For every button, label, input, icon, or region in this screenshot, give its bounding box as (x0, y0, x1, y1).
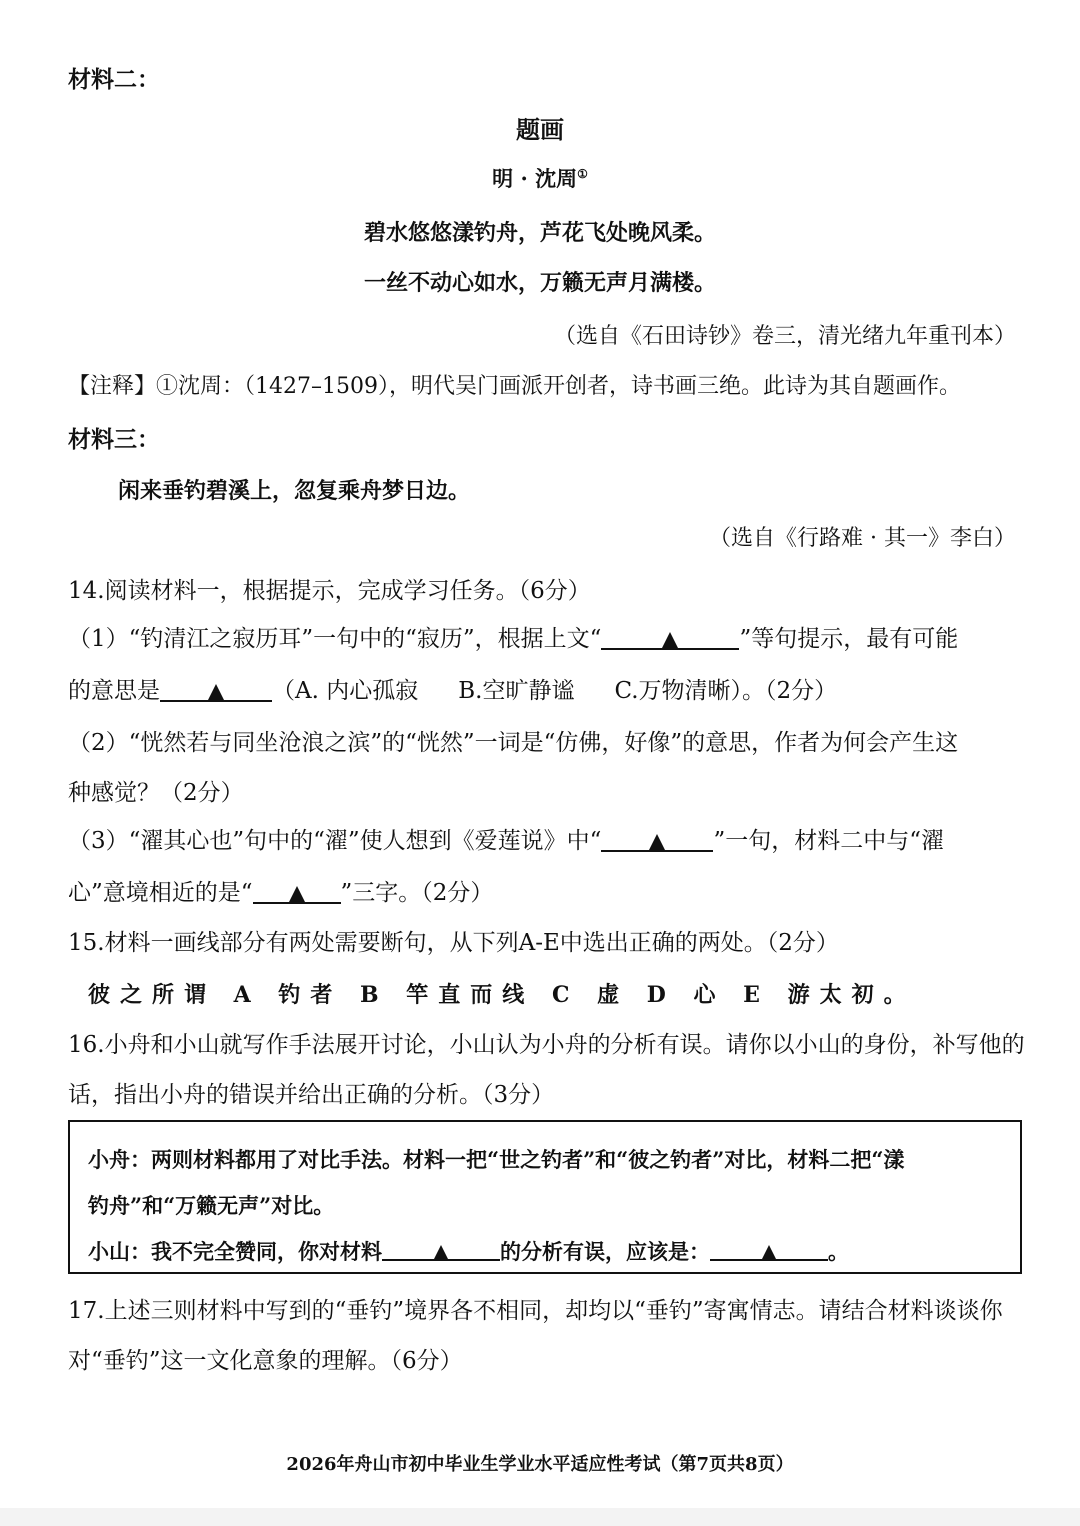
dialogue-xiaoshan-text-b: 的分析有误，应该是： (500, 1239, 710, 1264)
q15-sentence: 彼之所谓 A 钓者 B 竿直而线 C 虚 D 心 E 游太初。 (88, 982, 916, 1008)
q14-stem: 14.阅读材料一，根据提示，完成学习任务。（6分） (68, 578, 591, 604)
q17-stem-line2: 对“垂钓”这一文化意象的理解。（6分） (68, 1348, 463, 1374)
q14-part2-line2: 种感觉？（2分） (68, 780, 244, 806)
poem-author (0, 168, 1080, 189)
q15-stem: 15.材料一画线部分有两处需要断句，从下列A-E中选出正确的两处。（2分） (68, 930, 839, 956)
q14-p3-text-b: ”一句，材料二中与“濯 (713, 828, 944, 854)
triangle-marker-icon (289, 886, 305, 902)
dialogue-xiaozhou-line1: 小舟：两则材料都用了对比手法。材料一把“世之钓者”和“彼之钓者”对比，材料二把“漾 (88, 1147, 905, 1172)
material3-source: （选自《行路难 · 其一》李白） (709, 526, 1016, 551)
q14-p1-text-a: （1）“钓清江之寂历耳”一句中的“寂历”，根据上文“ (68, 626, 602, 652)
q14-part3-line1 (68, 830, 944, 853)
q16-stem-line2: 话，指出小舟的错误并给出正确的分析。（3分） (68, 1082, 555, 1108)
dialogue-xiaoshan-line (88, 1236, 849, 1266)
q14-p3-text-a: （3）“濯其心也”句中的“濯”使人想到《爱莲说》中“ (68, 828, 602, 854)
material3-line: 闲来垂钓碧溪上，忽复乘舟梦日边。 (118, 478, 471, 504)
triangle-marker-icon (433, 1245, 449, 1261)
q14-part2-line1: （2）“恍然若与同坐沧浪之滨”的“恍然”一词是“仿佛，好像”的意思，作者为何会产生这 (68, 730, 959, 756)
q14-p3-text-c: 心”意境相近的是“ (68, 880, 253, 906)
q14-part1-line2 (68, 680, 837, 703)
poem-line-2: 一丝不动心如水，万籁无声月满楼。 (363, 270, 716, 296)
poem-title: 题画 (516, 115, 564, 144)
answer-blank[interactable] (601, 628, 739, 650)
author-note-mark: ① (577, 167, 588, 181)
poem-line-1: 碧水悠悠漾钓舟，芦花飞处晚风柔。 (363, 220, 716, 246)
bottom-strip (0, 1508, 1080, 1526)
answer-blank[interactable] (710, 1239, 828, 1261)
page-footer: 2026年舟山市初中毕业生学业水平适应性考试（第7页共8页） (286, 1454, 794, 1475)
q14-part1-line1 (68, 628, 958, 651)
annotation-note: 【注释】①沈周：（1427–1509），明代吴门画派开创者，诗书画三绝。此诗为其自题画作。 (68, 374, 961, 399)
q16-stem-line1: 16.小舟和小山就写作手法展开讨论，小山认为小舟的分析有误。请你以小山的身份，补写他的 (68, 1032, 1025, 1058)
q14-p1-text-b: ”等句提示，最有可能 (739, 626, 959, 652)
dialogue-xiaoshan-text-c: 。 (828, 1239, 849, 1264)
material3-heading: 材料三： (68, 426, 160, 453)
poem-source: （选自《石田诗钞》卷三，清光绪九年重刊本） (553, 324, 1016, 349)
author-name: 明 · 沈周 (492, 166, 578, 191)
material2-heading: 材料二： (68, 66, 160, 93)
dialogue-xiaozhou-line2: 钓舟”和“万籁无声”对比。 (88, 1193, 335, 1218)
triangle-marker-icon (761, 1245, 777, 1261)
answer-blank[interactable] (601, 830, 713, 852)
q14-option-b: B.空旷静谧 (458, 678, 575, 704)
q17-stem-line1: 17.上述三则材料中写到的“垂钓”境界各不相同，却均以“垂钓”寄寓情志。请结合材料谈谈你 (68, 1298, 1003, 1324)
q14-p3-text-d: ”三字。（2分） (340, 880, 494, 906)
triangle-marker-icon (649, 834, 665, 850)
dialogue-box (68, 1120, 1022, 1274)
q14-p1-text-c: 的意思是 (68, 678, 160, 704)
triangle-marker-icon (662, 632, 678, 648)
answer-blank[interactable] (160, 680, 272, 702)
answer-blank[interactable] (382, 1239, 500, 1261)
q14-option-c: C.万物清晰）。（2分） (614, 678, 838, 704)
answer-blank[interactable] (253, 882, 341, 904)
q14-part3-line2 (68, 882, 493, 905)
dialogue-xiaoshan-text-a: 小山：我不完全赞同，你对材料 (88, 1239, 382, 1264)
triangle-marker-icon (208, 684, 224, 700)
q14-option-a: （A. 内心孤寂 (272, 678, 419, 704)
